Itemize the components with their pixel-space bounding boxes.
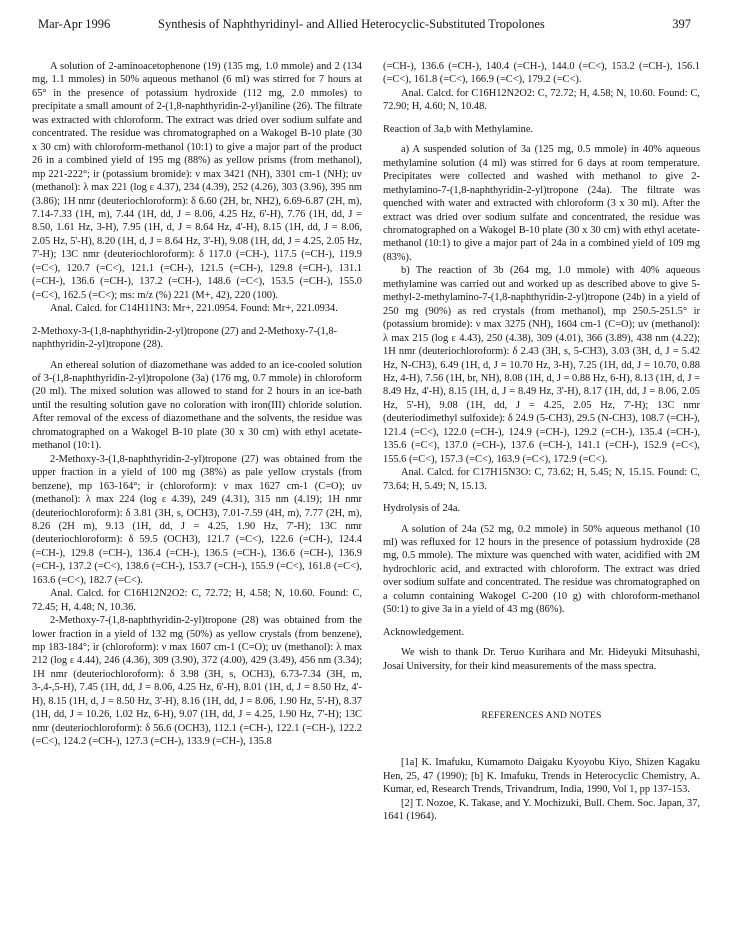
issue-date: Mar-Apr 1996 [38,17,111,31]
compound-28-paragraph: 2-Methoxy-7-(1,8-naphthyridin-2-yl)tropone (28) was obtained from the lower fraction in a yield of 132 mg (50%) as yellow crystals (from benzene), mp 183-184°; ir (chloroform): ν max 1607 cm-1 (C=O); uv (methanol): λ max 212 (log ε 4.44), 246 (4.36), 309 (3.90), 372 (4.00), 429 (3.49), 456 nm (3.34); 1H nmr (deuteriochloroform): δ 3.98 (3H, s, OCH3), 6.73-7.34 (3H, m, 3-,4-,5-H), 7.45 (1H, dd, J = 8.06, 4.25 Hz, 6'-H), 8.01 (1H, d, J = 8.50 Hz, 4'-H), 8.15 (1H, d, J = 8.50 Hz, 3'-H), 8.16 (1H, dd, J = 8.06, 1.90 Hz, 5'-H), 8.37 (1H, dd, J = 10.26, 1.02 Hz, 6-H), 9.07 (1H, dd, J = 4.25, 1.90 Hz, 7'-H); 13C nmr (deuteriochloroform): δ 56.6 (OCH3), 112.1 (=CH-), 122.1 (=CH-), 122.2 (=C<), 124.2 (=CH-), 127.3 (=CH-), 133.9 (=CH-), 135.8 [32,615,362,748]
continued-nmr-data: (=CH-), 136.6 (=CH-), 140.4 (=CH-), 144.0 (=C<), 153.2 (=CH-), 156.1 (=C<), 161.8 (=C<), 166.9 (=C<), 179.2 (=C<). [383,61,700,86]
reference-1: [1a] K. Imafuku, Kumamoto Daigaku Kyoyobu Kiyo, Shizen Kagaku Hen, 25, 47 (1990); [b] K. Imafuku, Trends in Heterocyclic Chemistry, A. Kumar, ed, Research Trends, Trivandrum, India, 1990, Vol 1, pp 137-153. [383,757,700,796]
right-column [383,60,700,824]
procedure-paragraph-a: a) A suspended solution of 3a (125 mg, 0.5 mmole) in 40% aqueous methylamine solution (4 ml) was stirred for 6 days at room temperature. Precipitates were collected and washed with methanol to give 2-methylamino-7-(1,8-naphthyridin-2-yl)tropone (24a). The filtrate was quenched with water and extracted with chloroform (3 x 30 ml). After the extract was dried over sodium sulfate and concentrated, the residue was chromatographed on a Wakogel B-10 plate (30 x 30 cm) with ethyl acetate-methanol (10:1) to give a major part of 24a in a combined yield of 109 mg (83%). [383,144,700,263]
compound-27-paragraph: 2-Methoxy-3-(1,8-naphthyridin-2-yl)tropone (27) was obtained from the upper fraction in a yield of 100 mg (38%) as pale yellow crystals (from benzene), mp 163-164°; ir (chloroform): ν max 1627 cm-1 (C=O); uv (methanol): λ max 224 (log ε 4.39), 249 (4.31), 315 nm (4.19); 1H nmr (deuteriochloroform): δ 3.81 (3H, s, OCH3), 7.01-7.59 (4H, m), 7.77 (2H, m), 8.26 (2H m), 9.13 (1H, dd, J = 4.25, 1.90 Hz, 7'-H); 13C nmr (deuteriochloroform): δ 59.5 (OCH3), 121.7 (=C<), 122.6 (=CH-), 124.4 (=CH-), 129.8 (=CH-), 136.4 (=CH-), 136.5 (=CH-), 136.6 (=CH-), 136.9 (=CH-), 137.2 (=C<), 138.6 (=CH-), 153.7 (=CH-), 155.9 (=C<), 161.8 (=C<), 163.6 (=C<), 182.7 (=C<). [32,453,362,586]
left-column [32,60,362,749]
acknowledgement-text: We wish to thank Dr. Teruo Kurihara and Mr. Hideyuki Mitsuhashi, Josai University, for their kind measurements of the mass spectra. [383,647,700,672]
running-header [38,17,691,35]
section-heading-methylamine: Reaction of 3a,b with Methylamine. [383,123,534,135]
procedure-paragraph-b: b) The reaction of 3b (264 mg, 1.0 mmole) with 40% aqueous methylamine was carried out and worked up as described above to give 5-methyl-2-methylamino-7-(1,8-naphthyridin-2-yl)tropone (24b) in a yield of 250 mg (90%) as red crystals (from methanol), mp 250.5-251.5° ir (potassium bromide): ν max 3275 (NH), 1604 cm-1 (C=O); uv (methanol): λ max 215 (log ε 4.43), 250 (4.38), 309 (4.01), 366 (3.89), 438 nm (4.22); 1H nmr (deuteriochloroform): δ 2.43 (3H, s, 5-CH3), 3.03 (3H, d, J = 5.42 Hz, N-CH3), 6.49 (1H, d, J = 10.70 Hz, 3-H), 7.25 (1H, dd, J = 10.70, 0.88 Hz, 4-H), 7.56 (1H, br, NH), 8.08 (1H, d, J = 0.88 Hz, 6-H), 8.13 (1H, d, J = 8.49 Hz, 4'-H), 8.15 (1H, d, J = 8.49 Hz, 3'-H), 8.17 (1H, dd, J = 8.06, 2.05 Hz, 5'-H), 9.08 (1H, dd, J = 4.25, 2.05 Hz, 7'-H); 13C nmr (deuteriodimethyl sulfoxide): δ 24.9 (5-CH3), 29.5 (N-CH3), 108.7 (=CH-), 121.4 (=C<), 122.0 (=CH-), 124.9 (=CH-), 129.2 (=CH-), 135.4 (=CH-), 135.6 (=C<), 137.0 (=CH-), 137.6 (=CH-), 141.1 (=CH-), 152.9 (=C<), 155.6 (=C<), 157.3 (=C<), 163.9 (=C<), 172.9 (=C<). [383,265,700,465]
procedure-paragraph-aniline: A solution of 2-aminoacetophenone (19) (135 mg, 1.0 mmole) and 2 (134 mg, 1.1 mmoles) in 50% aqueous methanol (6 ml) was stirred for 7 hours at 65° in the presence of potassium hydroxide (112 mg, 2.0 mmoles) to precipitate a small amount of 2-(1,8-naphthyridin-2-yl)aniline (26). The filtrate was extracted with chloroform. The extract was dried over sodium sulfate and concentrated. The residue was chromatographed on a Wakogel B-10 plate (30 x 30 cm) with chloroform-methanol (10:1) to give a major part of the product 26 in a combined yield of 195 mg (88%) as yellow prisms (from methanol), mp 221-222°; ir (potassium bromide): ν max 3421 (NH), 3301 cm-1 (NH); uv (methanol): λ max 221 (log ε 4.37), 234 (4.39), 252 (4.26), 303 (3.96), 395 nm (3.86); 1H nmr (deuteriochloroform): δ 6.60 (2H, br, NH2), 6.69-6.87 (2H, m), 7.14-7.33 (1H, m), 7.44 (1H, dd, J = 8.06, 4.25 Hz, 6'-H), 7.76 (1H, dd, J = 8.50, 1.61 Hz, 3-H), 7.95 (1H, d, J = 8.64 Hz, 4'-H), 8.15 (1H, dd, J = 8.06, 2.05 Hz, 5'-H), 8.20 (1H, d, J = 8.64 Hz, 3'-H), 9.08 (1H, dd, J = 4.25, 2.05 Hz, 7'-H); 13C nmr (deuteriochloroform): δ 117.0 (=CH-), 117.5 (=CH-), 119.9 (=C<), 120.7 (=C<), 121.1 (=CH-), 121.5 (=CH-), 129.8 (=CH-), 131.1 (=CH-), 136.6 (=CH-), 137.2 (=CH-), 148.6 (=C<), 153.5 (=CH-), 155.0 (=C<), 162.5 (=C<); ms: m/z (%) 221 (M+, 42), 220 (100). [32,61,362,301]
hydrolysis-paragraph: A solution of 24a (52 mg, 0.2 mmole) in 50% aqueous methanol (10 ml) was refluxed for 12 hours in the presence of potassium hydroxide (28 mg, 0.5 mmole). The mixture was quenched with water, acidified with 2M hydrochloric acid, and extracted with chloroform. The extract was dried over sodium sulfate and concentrated. The residue was chromatographed on a column containing Wakogel C-200 (10 g) with chloroform-methanol (50:1) to give 3a in a yield of 43 mg (86%). [383,523,700,616]
page-number: 397 [672,17,691,31]
procedure-paragraph-diazomethane: An ethereal solution of diazomethane was added to an ice-cooled solution of 3-(1,8-naphthyridin-2-yl)tropolone (3a) (176 mg, 0.7 mmole) in chloroform (20 ml). The mixed solution was allowed to stand for 2 hours in an ice-bath until the resulting solution gave no coloration with iron(III) chloride solution. After removal of the excess of diazomethane and the solvents, the residue was chromatographed on a Wakogel B-10 plate (30 x 30 cm) with ethyl acetate-methanol (10:1). [32,359,362,452]
section-heading-hydrolysis: Hydrolysis of 24a. [383,503,461,515]
references-heading: REFERENCES AND NOTES [481,710,602,722]
analysis-paragraph: Anal. Calcd. for C16H12N2O2: C, 72.72; H, 4.58; N, 10.60. Found: C, 72.90; H, 4.60; N, 10.48. [383,87,700,113]
reference-2: [2] T. Nozoe, K. Takase, and Y. Mochizuki, Bull. Chem. Soc. Japan, 37, 1641 (1964). [383,797,700,823]
acknowledgement-heading: Acknowledgement. [383,626,465,638]
running-title: Synthesis of Naphthyridinyl- and Allied Heterocyclic-Substituted Tropolones [158,17,545,31]
analysis-paragraph: Anal. Calcd. for C14H11N3: Mr+, 221.0954. Found: Mr+, 221.0934. [50,303,338,315]
analysis-paragraph: Anal. Calcd. for C16H12N2O2: C, 72.72; H, 4.58; N, 10.60. Found: C, 72.45; H, 4.48; N, 10.36. [32,588,362,613]
section-heading-methoxytropones: 2-Methoxy-3-(1,8-naphthyridin-2-yl)tropone (27) and 2-Methoxy-7-(1,8-naphthyridin-2-yl)tropone (28). [32,325,338,351]
analysis-paragraph: Anal. Calcd. for C17H15N3O: C, 73.62; H, 5.45; N, 15.15. Found: C, 73.64; H, 5.49; N, 15.13. [383,467,700,492]
